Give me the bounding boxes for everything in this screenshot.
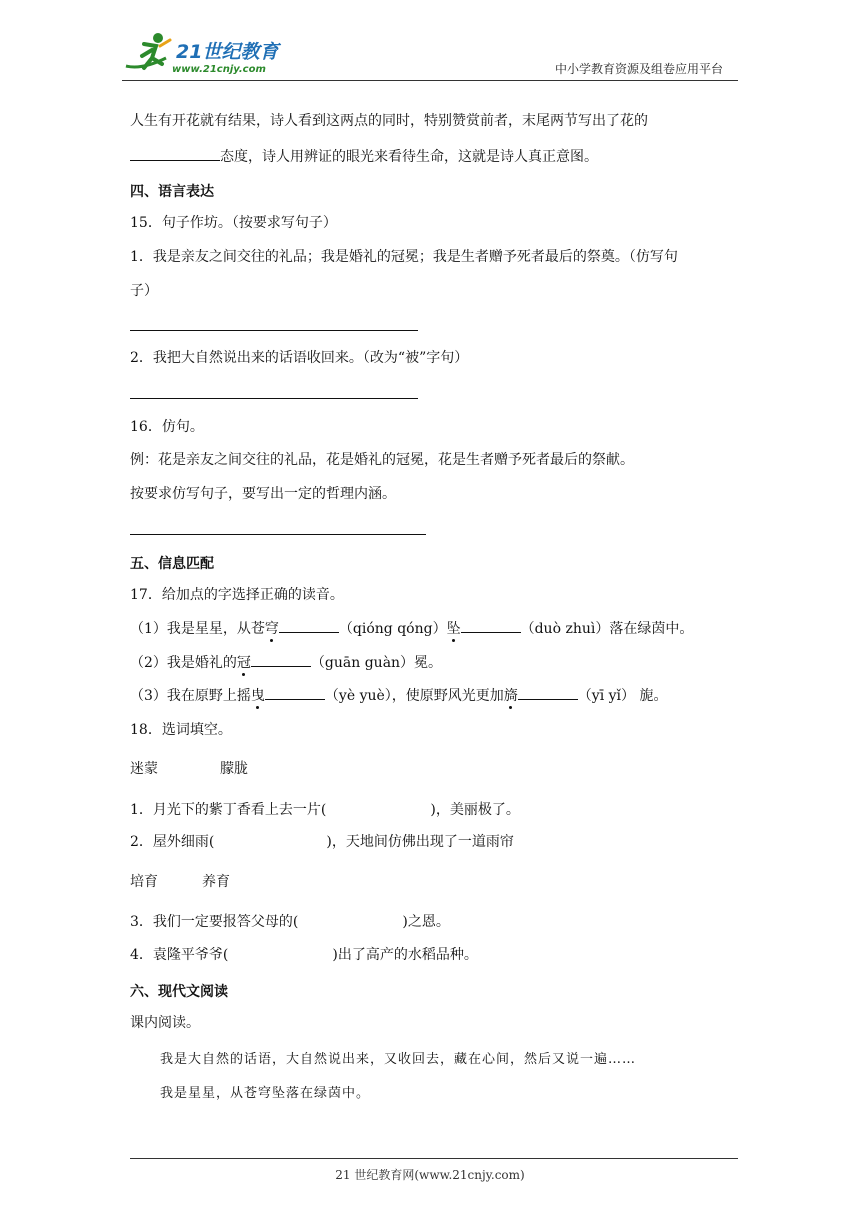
q16-title: 16．仿句。 bbox=[130, 419, 204, 435]
poem-line-2: 我是星星，从苍穹坠落在绿茵中。 bbox=[160, 1086, 371, 1101]
answer-blank[interactable] bbox=[461, 618, 521, 633]
logo-url: www.21cnjy.com bbox=[172, 64, 266, 75]
footer-text: 21 世纪教育网(www.21cnjy.com) bbox=[335, 1168, 525, 1182]
reading-intro: 课内阅读。 bbox=[130, 1015, 200, 1031]
q17-item-3: （3）我在原野上摇曳 （yè yuè），使原野风光更加旖 （yī yǐ） 旎。 bbox=[130, 685, 667, 705]
para1-line2: 态度，诗人用辨证的眼光来看待生命，这就是诗人真正意图。 bbox=[130, 146, 598, 166]
para1-line1: 人生有开花就有结果，诗人看到这两点的同时，特别赞赏前者，末尾两节写出了花的 bbox=[130, 113, 648, 129]
section6-title: 六、现代文阅读 bbox=[130, 984, 228, 1000]
answer-blank[interactable] bbox=[279, 618, 339, 633]
q15-2: 2．我把大自然说出来的话语收回来。（改为“被”字句） bbox=[130, 350, 469, 366]
q16-example: 例：花是亲友之间交往的礼品，花是婚礼的冠冕，花是生者赠予死者最后的祭献。 bbox=[130, 452, 634, 468]
q15-1-answer-line[interactable] bbox=[130, 330, 418, 331]
q15-1-line2: 子） bbox=[130, 283, 158, 299]
dotted-char: 冠 bbox=[236, 655, 251, 671]
q18-item-2: 2．屋外细雨( )，天地间仿佛出现了一道雨帘 bbox=[130, 834, 514, 850]
site-tagline: 中小学教育资源及组卷应用平台 bbox=[554, 62, 723, 76]
q16-answer-line[interactable] bbox=[130, 534, 426, 535]
word-bank-2-b: 养育 bbox=[202, 874, 230, 890]
q15-1-line1: 1．我是亲友之间交往的礼品；我是婚礼的冠冕；我是生者赠予死者最后的祭奠。（仿写句 bbox=[130, 249, 678, 265]
word-bank-1-b: 朦胧 bbox=[220, 761, 248, 777]
dotted-char: 旖 bbox=[503, 688, 518, 704]
answer-blank[interactable] bbox=[130, 146, 220, 161]
q15-2-answer-line[interactable] bbox=[130, 398, 418, 399]
q18-item-1: 1．月光下的紫丁香看上去一片( )，美丽极了。 bbox=[130, 802, 520, 818]
logo-text: 21世纪教育 bbox=[176, 41, 279, 63]
dotted-char: 曳 bbox=[250, 688, 265, 704]
q17-title: 17．给加点的字选择正确的读音。 bbox=[130, 587, 344, 603]
poem-line-1: 我是大自然的话语，大自然说出来，又收回去，藏在心间，然后又说一遍…… bbox=[160, 1052, 637, 1067]
q17-item-2: （2）我是婚礼的冠 （guān guàn）冕。 bbox=[130, 652, 442, 672]
header-divider bbox=[122, 80, 738, 81]
section5-title: 五、信息匹配 bbox=[130, 556, 214, 572]
answer-blank[interactable] bbox=[251, 652, 311, 667]
q17-item-1: （1）我是星星，从苍穹 （qióng qóng）坠 （duò zhuì）落在绿茵中。 bbox=[130, 618, 693, 638]
answer-blank[interactable] bbox=[518, 685, 578, 700]
dotted-char: 坠 bbox=[446, 621, 461, 637]
word-bank-2-a: 培育 bbox=[130, 874, 158, 890]
answer-blank[interactable] bbox=[265, 685, 325, 700]
section4-title: 四、语言表达 bbox=[130, 184, 214, 200]
dotted-char: 穹 bbox=[264, 621, 279, 637]
word-bank-1-a: 迷蒙 bbox=[130, 761, 158, 777]
q15-title: 15．句子作坊。（按要求写句子） bbox=[130, 215, 337, 231]
q18-title: 18．选词填空。 bbox=[130, 722, 232, 738]
q18-item-4: 4．袁隆平爷爷( )出了高产的水稻品种。 bbox=[130, 947, 478, 963]
q18-item-3: 3．我们一定要报答父母的( )之恩。 bbox=[130, 914, 450, 930]
footer-divider bbox=[130, 1158, 738, 1159]
q16-instruction: 按要求仿写句子，要写出一定的哲理内涵。 bbox=[130, 486, 396, 502]
runner-logo-icon bbox=[122, 30, 178, 78]
